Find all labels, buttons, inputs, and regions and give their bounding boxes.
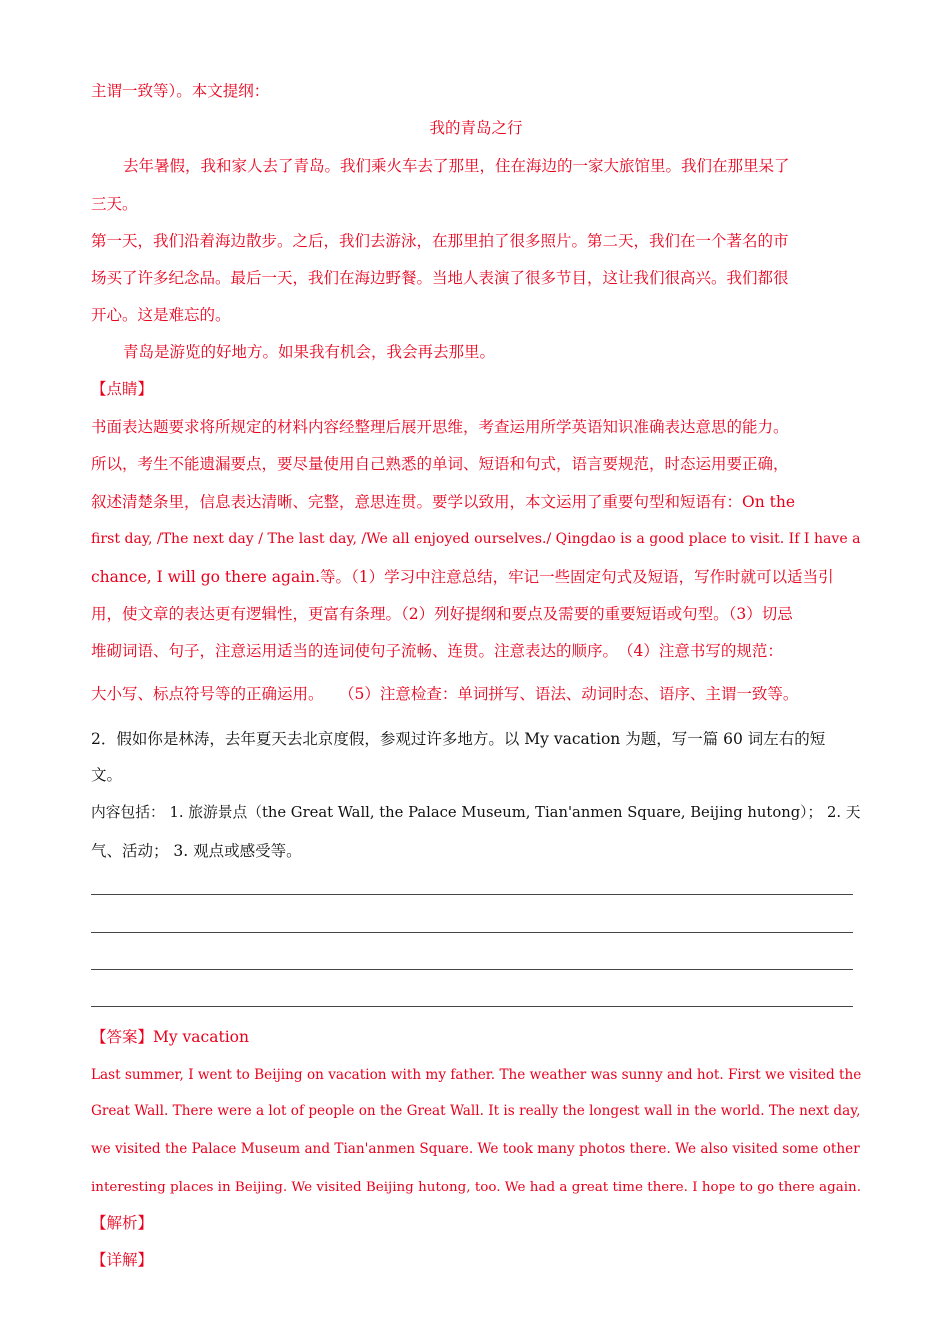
question-requirements: 内容包括： 1. 旅游景点（the Great Wall, the Palace Museum, Tian'anmen Square, Beijing hutong）； 2. 天 — [91, 804, 861, 821]
text-line: 气、活动； 3. 观点或感受等。 — [91, 842, 302, 860]
text-line: Great Wall. There were a lot of people on the Great Wall. It is really the longest wall in the world. The next day, — [91, 1103, 861, 1119]
answer-line — [91, 932, 853, 933]
answer-heading: 【答案】My vacation — [91, 1028, 249, 1046]
question-2: 2．假如你是林涛，去年夏天去北京度假，参观过许多地方。以 My vacation 为题，写一篇 60 词左右的短 — [91, 730, 826, 748]
text-line: 主谓一致等）。本文提纲： — [91, 82, 270, 100]
answer-line — [91, 969, 853, 970]
section-heading-jiexi: 【解析】 — [91, 1214, 154, 1232]
text-line: 去年暑假，我和家人去了青岛。我们乘火车去了那里，住在海边的一家大旅馆里。我们在那里呆了 — [123, 157, 790, 175]
text-line: 所以，考生不能遗漏要点，要尽量使用自己熟悉的单词、短语和句式，语言要规范，时态运用要正确， — [91, 455, 789, 473]
text-line: 叙述清楚条里，信息表达清晰、完整，意思连贯。要学以致用，本文运用了重要句型和短语有：On the — [91, 493, 796, 511]
text-line: 用，使文章的表达更有逻辑性，更富有条理。（2）列好提纲和要点及需要的重要短语或句型。（3）切忌 — [91, 605, 793, 623]
answer-line — [91, 1006, 853, 1007]
text-line: 青岛是游览的好地方。如果我有机会，我会再去那里。 — [123, 343, 496, 361]
answer-line — [91, 894, 853, 895]
section-heading-dianjing: 【点睛】 — [91, 380, 154, 398]
text-line: first day, /The next day / The last day, /We all enjoyed ourselves./ Qingdao is a good place to visit. If I have a — [91, 531, 861, 547]
text-line: 第一天，我们沿着海边散步。之后，我们去游泳，在那里拍了很多照片。第二天，我们在一个著名的市 — [91, 232, 789, 250]
text-line: 场买了许多纪念品。最后一天，我们在海边野餐。当地人表演了很多节目，这让我们很高兴。我们都很 — [91, 269, 789, 287]
text-line: Last summer, I went to Beijing on vacation with my father. The weather was sunny and hot. First we visited the — [91, 1067, 862, 1083]
text-line: chance, I will go there again.等。（1）学习中注意总结，牢记一些固定句式及短语，写作时就可以适当引 — [91, 568, 834, 586]
text-line: 堆砌词语、句子，注意运用适当的连词使句子流畅、连贯。注意表达的顺序。 （4）注意书写的规范： — [91, 642, 783, 660]
section-heading-xiangjie: 【详解】 — [91, 1251, 154, 1269]
text-line: 大小写、标点符号等的正确运用。 （5）注意检查：单词拼写、语法、动词时态、语序、主谓一致等。 — [91, 685, 799, 703]
text-line: 开心。这是难忘的。 — [91, 306, 231, 324]
text-line: we visited the Palace Museum and Tian'anmen Square. We took many photos there. We also visited some other — [91, 1141, 860, 1157]
text-line: 三天。 — [91, 195, 138, 213]
text-line: interesting places in Beijing. We visited Beijing hutong, too. We had a great time there. I hope to go there again. — [91, 1179, 861, 1195]
text-line: 文。 — [91, 766, 123, 784]
essay-title: 我的青岛之行 — [429, 119, 523, 137]
text-line: 书面表达题要求将所规定的材料内容经整理后展开思维，考查运用所学英语知识准确表达意思的能力。 — [91, 418, 789, 436]
